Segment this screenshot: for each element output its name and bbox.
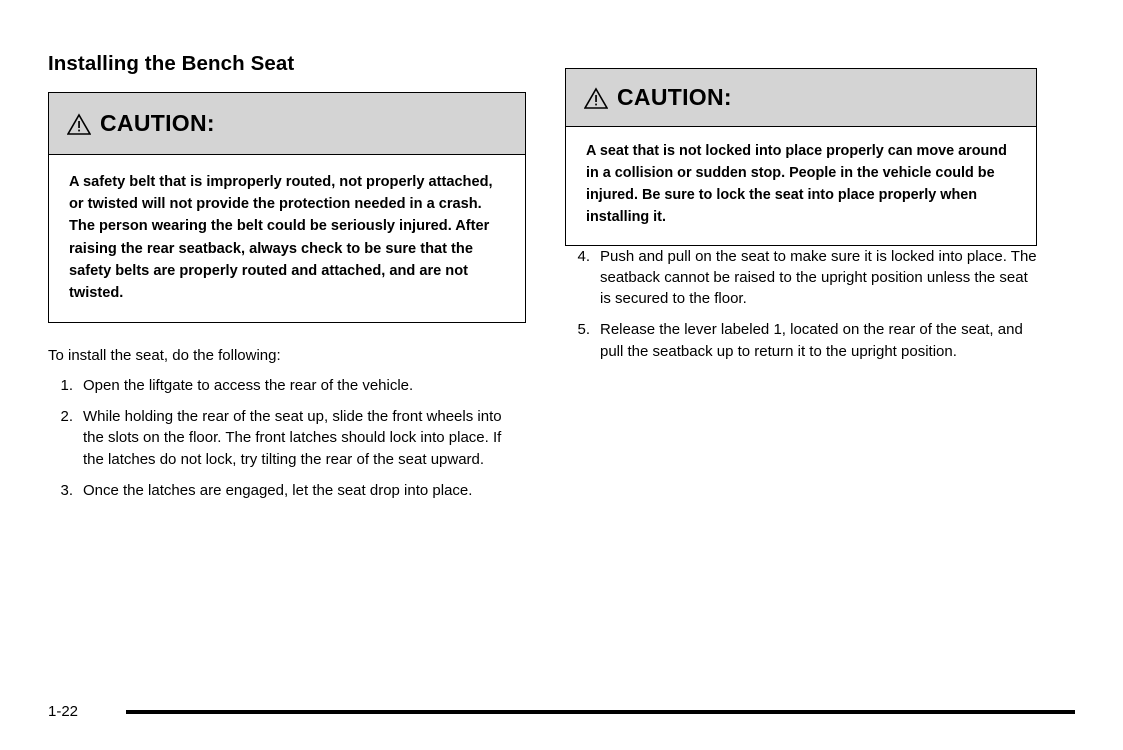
list-item-text: Open the liftgate to access the rear of the vehicle. <box>83 376 414 394</box>
caution-label: CAUTION: <box>617 84 732 110</box>
page-footer <box>48 703 1075 720</box>
left-column <box>48 52 526 511</box>
list-item-number: 4. <box>577 247 590 265</box>
list-item <box>565 319 1037 362</box>
list-item <box>48 480 526 501</box>
warning-triangle-icon <box>67 113 91 135</box>
list-item <box>48 375 526 396</box>
right-column <box>565 68 1037 372</box>
list-item-number: 2. <box>60 408 73 426</box>
caution-body: A seat that is not locked into place properly can move around in a collision or sudden stop. People in the vehicle could be injured. Be sure to lock the seat into place properly when installing it. <box>586 143 1007 225</box>
intro-paragraph: To install the seat, do the following: <box>48 347 281 365</box>
caution-header <box>566 69 1036 127</box>
page-title: Installing the Bench Seat <box>48 52 295 75</box>
list-item-number: 5. <box>577 321 590 339</box>
instruction-list-right <box>565 246 1037 362</box>
list-item-text: Release the lever labeled 1, located on the rear of the seat, and pull the seatback up to return it to the upright position. <box>600 321 1023 360</box>
list-item-text: Once the latches are engaged, let the seat drop into place. <box>83 481 473 499</box>
caution-box-seat-lock <box>565 68 1037 246</box>
page-number: 1-22 <box>48 703 79 720</box>
instruction-list-left <box>48 375 526 501</box>
list-item-text: While holding the rear of the seat up, slide the front wheels into the slots on the floor. The front latches should lock into place. If the latches do not lock, try tilting the rear of the seat upward. <box>83 408 502 468</box>
footer-divider <box>126 710 1075 714</box>
list-item <box>48 406 526 470</box>
list-item-number: 3. <box>60 481 73 499</box>
caution-header <box>49 93 525 155</box>
list-item <box>565 246 1037 310</box>
caution-body: A safety belt that is improperly routed, not properly attached, or twisted will not provide the protection needed in a crash. The person wearing the belt could be seriously injured. After raising the rear seatback, always check to be sure that the safety belts are properly routed and attached, and are not twisted. <box>69 174 493 301</box>
list-item-number: 1. <box>60 376 73 394</box>
list-item-text: Push and pull on the seat to make sure it is locked into place. The seatback cannot be raised to the upright position unless the seat is secured to the floor. <box>600 247 1037 308</box>
warning-triangle-icon <box>584 87 608 109</box>
caution-box-safety-belt <box>48 92 526 323</box>
caution-label: CAUTION: <box>100 110 215 136</box>
